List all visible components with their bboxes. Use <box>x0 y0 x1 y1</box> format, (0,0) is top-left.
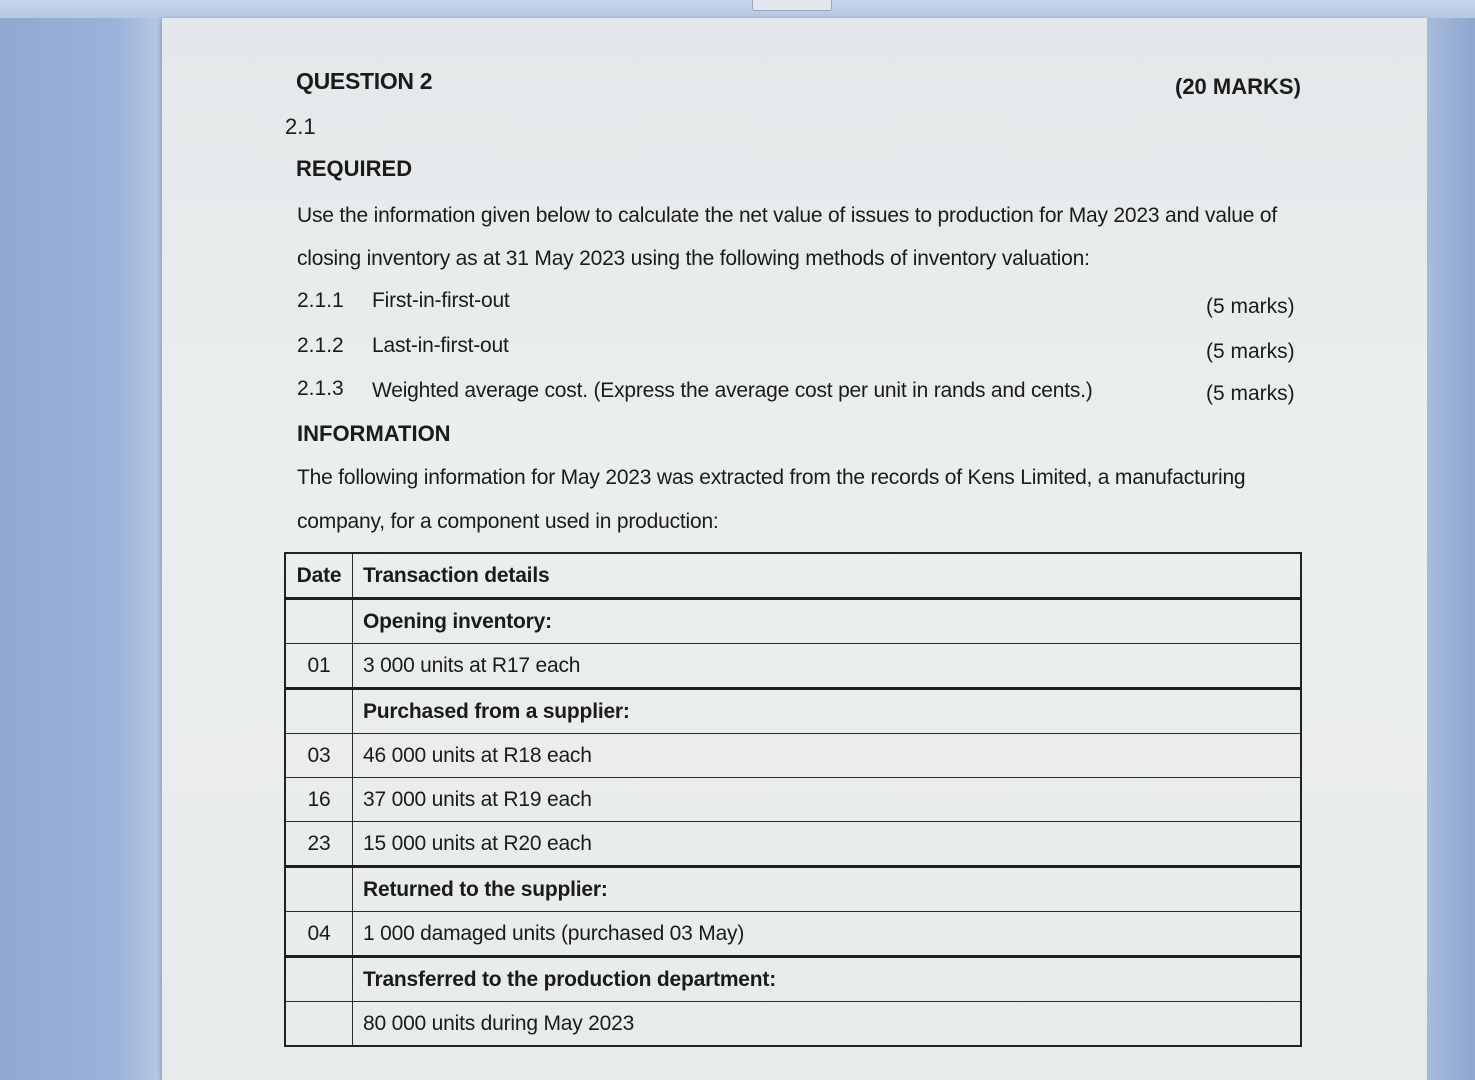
table-row <box>285 912 1301 957</box>
date-column-header: Date <box>285 553 353 599</box>
question-total-marks: (20 MARKS) <box>1175 74 1301 99</box>
table-row <box>285 778 1301 822</box>
row-date <box>285 867 353 912</box>
table-row <box>285 644 1301 689</box>
row-details: Transferred to the production department: <box>353 957 1302 1002</box>
row-date <box>285 957 353 1002</box>
item-text: Last-in-first-out <box>372 334 509 357</box>
document-content <box>162 18 1427 1080</box>
row-details: 37 000 units at R19 each <box>353 778 1302 822</box>
row-details: 46 000 units at R18 each <box>353 734 1302 778</box>
information-line-2: company, for a component used in production: <box>297 510 719 533</box>
window-tab[interactable] <box>752 0 832 11</box>
row-details: 80 000 units during May 2023 <box>353 1002 1302 1047</box>
row-details: Opening inventory: <box>353 599 1302 644</box>
table-row <box>285 689 1301 734</box>
row-date: 03 <box>285 734 353 778</box>
row-date: 23 <box>285 822 353 867</box>
table-row <box>285 599 1301 644</box>
table-row <box>285 734 1301 778</box>
row-date <box>285 689 353 734</box>
item-text: Weighted average cost. (Express the average cost per unit in rands and cents.) <box>372 379 1093 402</box>
desktop-edge <box>1427 18 1475 1080</box>
item-number: 2.1.1 <box>297 289 344 312</box>
instruction-line-1: Use the information given below to calculate the net value of issues to production for May 2023 and value of <box>297 204 1278 227</box>
item-marks: (5 marks) <box>1206 382 1295 405</box>
required-heading: REQUIRED <box>296 156 413 181</box>
question-title: QUESTION 2 <box>296 68 433 94</box>
details-column-header: Transaction details <box>353 553 1302 599</box>
transactions-table <box>284 552 1302 1047</box>
item-text: First-in-first-out <box>372 289 510 312</box>
table-header-row <box>285 553 1301 599</box>
item-number: 2.1.2 <box>297 334 344 357</box>
item-marks: (5 marks) <box>1206 295 1295 318</box>
row-date: 04 <box>285 912 353 957</box>
row-date <box>285 599 353 644</box>
instruction-line-2: closing inventory as at 31 May 2023 using the following methods of inventory valuation: <box>297 247 1090 270</box>
row-details: 3 000 units at R17 each <box>353 644 1302 689</box>
table-row <box>285 867 1301 912</box>
row-details: 15 000 units at R20 each <box>353 822 1302 867</box>
row-details: Purchased from a supplier: <box>353 689 1302 734</box>
window-top-bar <box>0 0 1475 18</box>
item-marks: (5 marks) <box>1206 340 1295 363</box>
table-row <box>285 1002 1301 1047</box>
row-date <box>285 1002 353 1047</box>
row-date: 01 <box>285 644 353 689</box>
table-row <box>285 822 1301 867</box>
row-details: Returned to the supplier: <box>353 867 1302 912</box>
information-heading: INFORMATION <box>297 421 451 446</box>
row-details: 1 000 damaged units (purchased 03 May) <box>353 912 1302 957</box>
row-date: 16 <box>285 778 353 822</box>
table-row <box>285 957 1301 1002</box>
subquestion-number: 2.1 <box>285 114 316 139</box>
document-page <box>162 18 1427 1080</box>
item-number: 2.1.3 <box>297 377 344 400</box>
information-line-1: The following information for May 2023 was extracted from the records of Kens Limited, a manufacturing <box>297 466 1246 489</box>
